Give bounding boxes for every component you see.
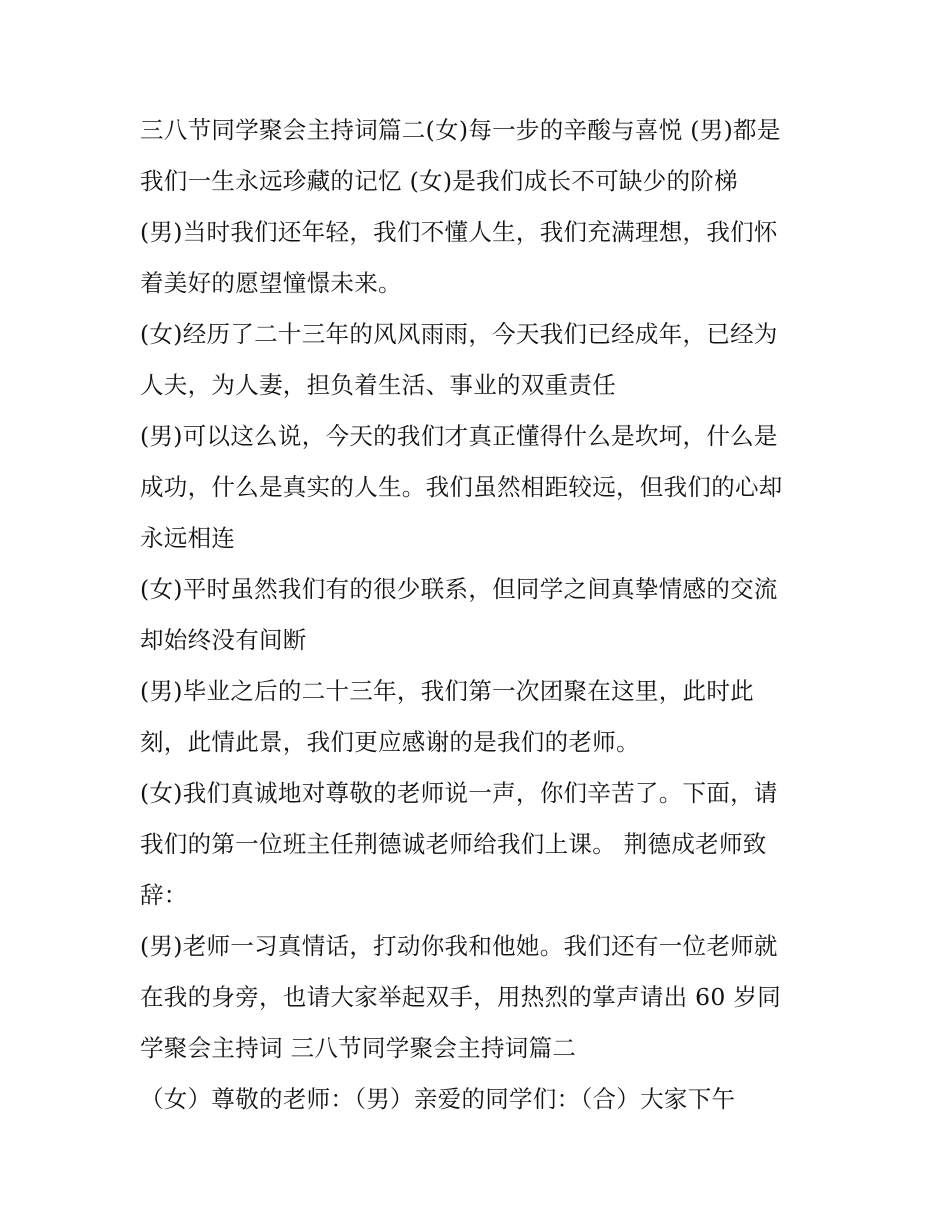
text-line: 辞：: [140, 881, 188, 909]
text-line: 三八节同学聚会主持词篇二(女)每一步的辛酸与喜悦 (男)都是: [140, 116, 781, 144]
text-line: 永远相连: [140, 524, 236, 552]
text-line: 我们的第一位班主任荆德诚老师给我们上课。 荆德成老师致: [140, 830, 767, 858]
text-line: (女)经历了二十三年的风风雨雨，今天我们已经成年，已经为: [140, 320, 778, 348]
text-line: 人夫，为人妻，担负着生活、事业的双重责任: [140, 371, 616, 399]
text-line: 成功，什么是真实的人生。我们虽然相距较远，但我们的心却: [140, 473, 783, 501]
document-body: [140, 105, 820, 1125]
text-line: 着美好的愿望憧憬未来。: [140, 269, 402, 297]
text-line: 学聚会主持词 三八节同学聚会主持词篇二: [140, 1034, 577, 1062]
text-line: (女)我们真诚地对尊敬的老师说一声，你们辛苦了。下面，请: [140, 779, 778, 807]
text-line: 在我的身旁，也请大家举起双手，用热烈的掌声请出 60 岁同: [140, 983, 782, 1011]
text-line: (女)平时虽然我们有的很少联系，但同学之间真挚情感的交流: [140, 575, 778, 603]
text-line: (男)老师一习真情话，打动你我和他她。我们还有一位老师就: [140, 932, 778, 960]
text-line: 刻，此情此景，我们更应感谢的是我们的老师。: [140, 728, 640, 756]
text-line: (男)当时我们还年轻，我们不懂人生，我们充满理想，我们怀: [140, 218, 778, 246]
text-line: 我们一生永远珍藏的记忆 (女)是我们成长不可缺少的阶梯: [140, 167, 738, 195]
text-line: (男)可以这么说，今天的我们才真正懂得什么是坎坷，什么是: [140, 422, 778, 450]
text-line: (男)毕业之后的二十三年，我们第一次团聚在这里，此时此: [140, 677, 754, 705]
text-line: （女）尊敬的老师：（男）亲爱的同学们：（合）大家下午: [140, 1085, 736, 1113]
text-line: 却始终没有间断: [140, 626, 307, 654]
